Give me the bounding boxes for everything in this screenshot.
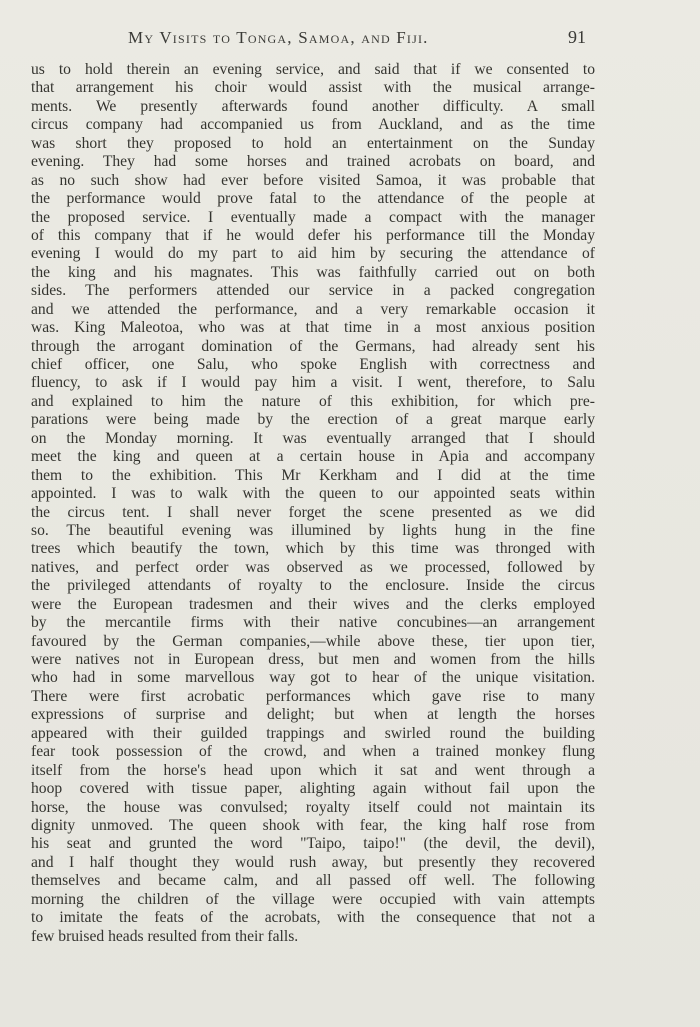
text-line: the proposed service. I eventually made a compact with the manager <box>31 208 595 226</box>
text-line: dignity unmoved. The queen shook with fear, the king half rose from <box>31 816 595 834</box>
text-line: meet the king and queen at a certain house in Apia and accompany <box>31 448 595 466</box>
page-number: 91 <box>568 27 586 47</box>
running-head <box>100 24 600 52</box>
text-line: was short they proposed to hold an entertainment on the Sunday <box>31 134 595 152</box>
text-line: the privileged attendants of royalty to the enclosure. Inside the circus <box>31 577 595 595</box>
text-line: and explained to him the nature of this exhibition, for which pre- <box>31 392 595 410</box>
text-line: itself from the horse's head upon which it sat and went through a <box>31 761 595 779</box>
text-line: so. The beautiful evening was illumined by lights hung in the fine <box>31 521 595 539</box>
text-line: appointed. I was to walk with the queen to our appointed seats within <box>31 485 595 503</box>
text-line: favoured by the German companies,—while above these, tier upon tier, <box>31 632 595 650</box>
text-line: evening I would do my part to aid him by securing the attendance of <box>31 245 595 263</box>
text-line: morning the children of the village were occupied with vain attempts <box>31 890 595 908</box>
text-line: who had in some marvellous way got to hear of the unique visitation. <box>31 669 595 687</box>
text-line: were the European tradesmen and their wives and the clerks employed <box>31 595 595 613</box>
text-line: as no such show had ever before visited Samoa, it was probable that <box>31 171 595 189</box>
text-line: chief officer, one Salu, who spoke English with correctness and <box>31 356 595 373</box>
text-line: sides. The performers attended our service in a packed congregation <box>31 282 595 300</box>
text-line: to imitate the feats of the acrobats, with the consequence that not a <box>31 909 595 927</box>
text-line: and I half thought they would rush away, but presently they recovered <box>31 853 595 871</box>
text-line: trees which beautify the town, which by this time was thronged with <box>31 540 595 558</box>
body-paragraph <box>31 61 595 946</box>
running-title: My Visits to Tonga, Samoa, and Fiji. <box>128 28 429 47</box>
text-line: that arrangement his choir would assist with the musical arrange- <box>31 79 595 97</box>
text-line: of this company that if he would defer his performance till the Monday <box>31 226 595 244</box>
text-line: parations were being made by the erection of a great marque early <box>31 411 595 429</box>
text-line: natives, and perfect order was observed as we processed, followed by <box>31 558 595 576</box>
text-line: by the mercantile firms with their native concubines—an arrangement <box>31 614 595 632</box>
text-line: themselves and became calm, and all passed off well. The following <box>31 872 595 890</box>
text-line: and we attended the performance, and a very remarkable occasion it <box>31 300 595 318</box>
text-line: us to hold therein an evening service, and said that if we consented to <box>31 61 595 78</box>
text-line: circus company had accompanied us from Auckland, and as the time <box>31 116 595 134</box>
text-line: horse, the house was convulsed; royalty itself could not maintain its <box>31 798 595 816</box>
text-line: appeared with their guilded trappings and swirled round the building <box>31 724 595 742</box>
text-line: expressions of surprise and delight; but when at length the horses <box>31 706 595 724</box>
text-line: fear took possession of the crowd, and when a trained monkey flung <box>31 743 595 761</box>
text-line: were natives not in European dress, but men and women from the hills <box>31 651 595 668</box>
text-line: ments. We presently afterwards found another difficulty. A small <box>31 97 595 115</box>
text-line: on the Monday morning. It was eventually arranged that I should <box>31 429 595 447</box>
text-line: the performance would prove fatal to the attendance of the people at <box>31 190 595 208</box>
text-line: them to the exhibition. This Mr Kerkham and I did at the time <box>31 466 595 484</box>
text-line: hoop covered with tissue paper, alighting again without fail upon the <box>31 780 595 798</box>
text-line: There were first acrobatic performances which gave rise to many <box>31 687 595 705</box>
text-line: the circus tent. I shall never forget the scene presented as we did <box>31 503 595 521</box>
text-line: his seat and grunted the word "Taipo, taipo!" (the devil, the devil), <box>31 835 595 853</box>
text-line: the king and his magnates. This was faithfully carried out on both <box>31 263 595 281</box>
text-line: through the arrogant domination of the Germans, had already sent his <box>31 337 595 355</box>
text-line: few bruised heads resulted from their falls. <box>31 927 299 945</box>
text-line: evening. They had some horses and trained acrobats on board, and <box>31 153 595 171</box>
text-line: was. King Maleotoa, who was at that time in a most anxious position <box>31 319 595 337</box>
text-line: fluency, to ask if I would pay him a visit. I went, therefore, to Salu <box>31 374 595 392</box>
